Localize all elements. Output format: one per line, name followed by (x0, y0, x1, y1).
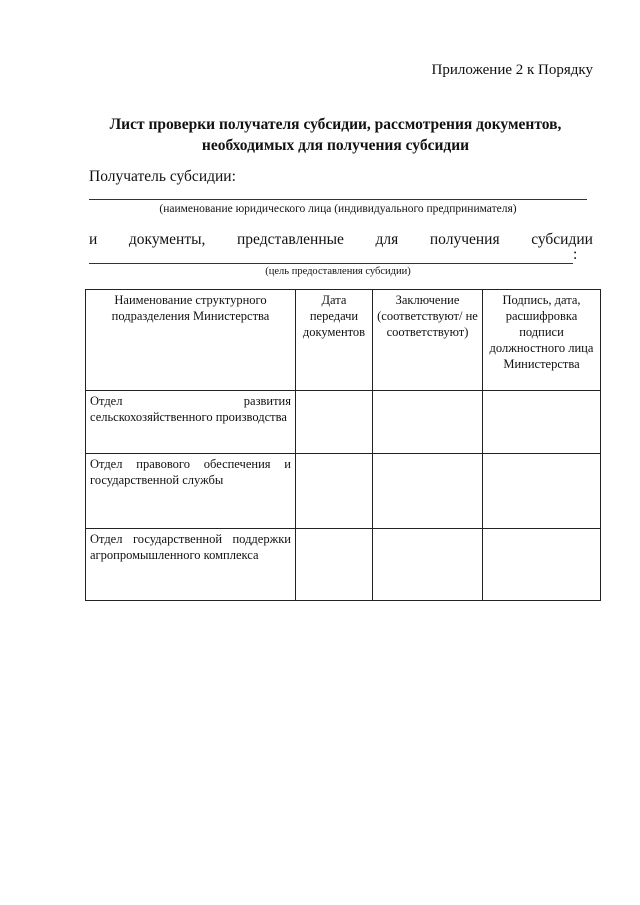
conclusion-cell[interactable] (373, 454, 483, 529)
docs-word-1: и (89, 231, 98, 248)
dept-agriculture-development (86, 391, 296, 454)
dept-rest: сельскохозяйственного производства (90, 410, 287, 424)
date-cell[interactable] (296, 391, 373, 454)
date-cell[interactable] (296, 529, 373, 601)
document-title (88, 114, 583, 156)
header-conclusion: Заключение (соответствуют/ не соответствуют) (373, 290, 483, 391)
legal-entity-caption: (наименование юридического лица (индивидуального предпринимателя) (159, 203, 517, 215)
purpose-fill-line[interactable] (89, 263, 573, 264)
purpose-colon: : (573, 246, 578, 263)
signature-cell[interactable] (483, 454, 601, 529)
documents-sentence (89, 231, 593, 249)
dept-word: Отдел (90, 394, 123, 408)
docs-word-4: для (375, 231, 399, 248)
header-transfer-date: Дата передачи документов (296, 290, 373, 391)
verification-table (85, 289, 601, 601)
dept-agro-support: Отдел государственной поддержки агропромышленного комплекса (86, 529, 296, 601)
docs-word-6: субсидии (531, 231, 593, 248)
appendix-reference: Приложение 2 к Порядку (431, 62, 593, 78)
conclusion-cell[interactable] (373, 391, 483, 454)
dept-word: развития (243, 394, 291, 408)
purpose-caption: (цель предоставления субсидии) (265, 266, 411, 277)
title-line-1: Лист проверки получателя субсидии, рассмотрения документов, (109, 116, 562, 133)
table-row (86, 454, 601, 529)
dept-legal-support: Отдел правового обеспечения и государственной службы (86, 454, 296, 529)
date-cell[interactable] (296, 454, 373, 529)
dept-first-line (90, 393, 291, 409)
table-row (86, 529, 601, 601)
conclusion-cell[interactable] (373, 529, 483, 601)
recipient-fill-line[interactable] (89, 199, 587, 200)
docs-word-5: получения (429, 231, 500, 248)
docs-word-2: документы, (128, 231, 206, 248)
title-line-2: необходимых для получения субсидии (201, 137, 470, 154)
table-header-row (86, 290, 601, 391)
signature-cell[interactable] (483, 529, 601, 601)
docs-word-3: представленные (237, 231, 344, 248)
recipient-label: Получатель субсидии: (89, 168, 236, 185)
header-department: Наименование структурного подразделения Министерства (86, 290, 296, 391)
table-row (86, 391, 601, 454)
signature-cell[interactable] (483, 391, 601, 454)
header-signature: Подпись, дата, расшифровка подписи должностного лица Министерства (483, 290, 601, 391)
